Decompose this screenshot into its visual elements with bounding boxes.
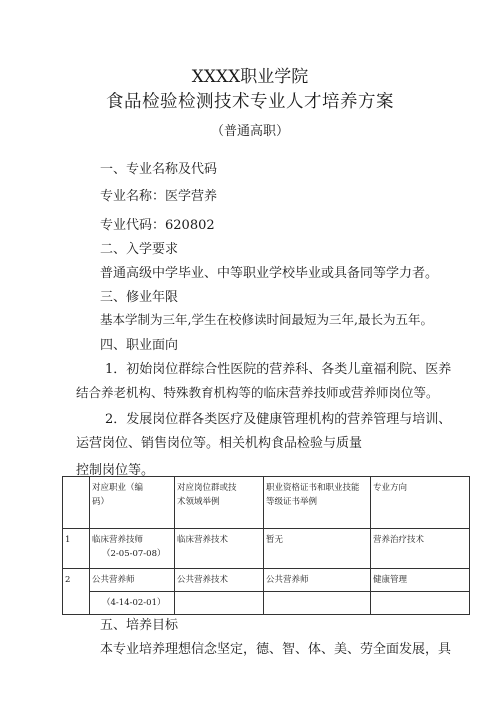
training-goal-text: 本专业培养理想信念坚定，德、智、体、美、劳全面发展，具 — [100, 642, 452, 657]
career-paragraph-2-line-2: 运营岗位、销售岗位等。相关机构食品检验与质量 — [76, 436, 363, 451]
admission-text: 普通高级中学毕业、中等职业学校毕业或具备同等学力者。 — [100, 266, 439, 281]
section-5-heading: 五、培养目标 — [100, 618, 179, 633]
document-title: 食品检验检测技术专业人才培养方案 — [106, 92, 394, 112]
table-cell: 临床营养技师 （2-05-07-08） — [90, 529, 175, 569]
section-4-heading: 四、职业面向 — [100, 338, 179, 353]
career-paragraph-1-line-2: 结合养老机构、特殊教育机构等的临床营养技师或营养师岗位等。 — [76, 385, 439, 400]
table-cell: 健康管理 — [371, 569, 470, 592]
table-cell: 1 — [63, 529, 90, 569]
table-header-cell: 职业资格证书和职业技能 等级证书举例 — [264, 477, 371, 529]
table-header-cell: 对应职业（编 码） — [90, 477, 175, 529]
table-cell — [371, 592, 470, 615]
duration-text: 基本学制为三年,学生在校修读时间最短为三年,最长为五年。 — [100, 312, 433, 327]
major-code: 专业代码：620802 — [100, 218, 215, 233]
section-3-heading: 三、修业年限 — [100, 290, 179, 305]
table-cell — [175, 592, 264, 615]
table-cell: 公共营养师 — [264, 569, 371, 592]
table-cell: 暂无 — [264, 529, 371, 569]
table-cell: 公共营养技术 — [175, 569, 264, 592]
career-table — [62, 476, 470, 615]
table-header-cell: 专业方向 — [371, 477, 470, 529]
institution-name: XXXX职业学院 — [191, 67, 309, 87]
table-header-cell — [63, 477, 90, 529]
table-cell — [264, 592, 371, 615]
table-cell: 2 — [63, 569, 90, 615]
table-cell: 公共营养师 — [90, 569, 175, 592]
career-paragraph-2-line-3: 控制岗位等。 — [76, 463, 155, 478]
career-paragraph-2-line-1: 2．发展岗位群各类医疗及健康管理机构的营养管理与培训、 — [105, 412, 452, 427]
table-cell: 临床营养技术 — [175, 529, 264, 569]
table-row — [63, 529, 470, 569]
table-cell: 营养治疗技术 — [371, 529, 470, 569]
section-1-heading: 一、专业名称及代码 — [100, 162, 218, 177]
major-name: 专业名称：医学营养 — [100, 189, 218, 204]
table-header-row — [63, 477, 470, 529]
table-row — [63, 569, 470, 592]
career-paragraph-1-line-1: 1．初始岗位群综合性医院的营养科、各类儿童福利院、医养 — [105, 362, 452, 377]
table-row — [63, 592, 470, 615]
table-cell: （4-14-02-01） — [90, 592, 175, 615]
document-subtitle: （普通高职） — [210, 124, 289, 139]
section-2-heading: 二、入学要求 — [100, 242, 179, 257]
table-header-cell: 对应岗位群或技 术领域举例 — [175, 477, 264, 529]
